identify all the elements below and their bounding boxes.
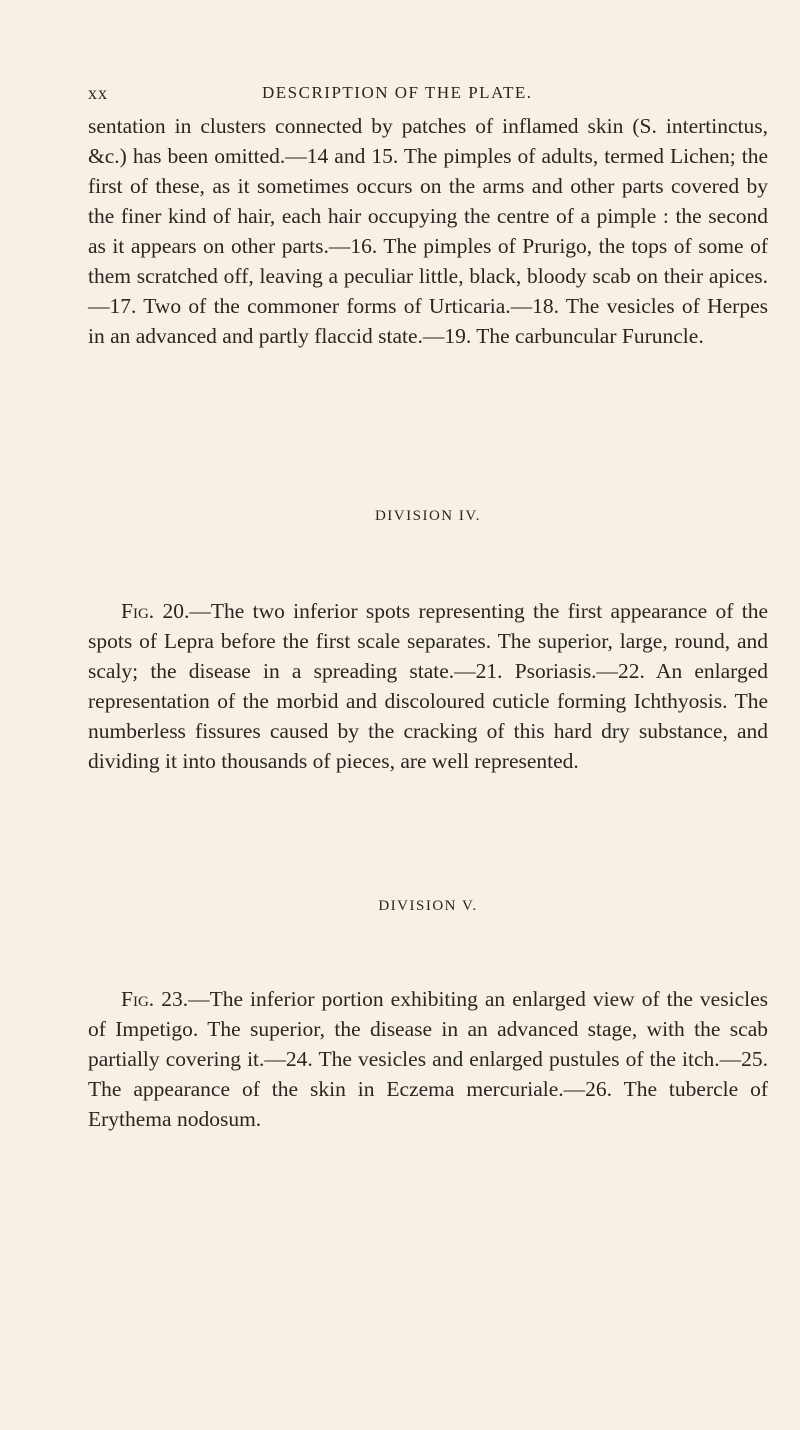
paragraph-text: 23.—The inferior portion exhibiting an enlarged view of the vesicles of Impetigo. The superior, the disease in an advanced stage, with the scab partially covering it.—24. The vesicles and enlarged pustules of the itch.—25. The appearance of the skin in Eczema mercuriale.—26. The tubercle of Erythema nodosum. xyxy=(88,987,768,1131)
paragraph-text: 20.—The two inferior spots representing the first appearance of the spots of Lepra before the first scale separates. The superior, large, round, and scaly; the disease in a spreading state.—21. Psoriasis.—22. An enlarged representation of the morbid and discoloured cuticle forming Ichthyosis. The numberless fissures caused by the cracking of this hard dry substance, and dividing it into thousands of pieces, are well represented. xyxy=(88,599,768,773)
running-title: DESCRIPTION OF THE PLATE. xyxy=(262,83,533,102)
continued-paragraph xyxy=(88,111,768,351)
paragraph-text: sentation in clusters connected by patches of inflamed skin (S. intertinctus, &c.) has been omitted.—14 and 15. The pimples of adults, termed Lichen; the first of these, as it sometimes occurs on the arms and other parts covered by the finer kind of hair, each hair occupying the centre of a pimple : the second as it appears on other parts.—16. The pimples of Prurigo, the tops of some of them scratched off, leaving a peculiar little, black, bloody scab on their apices.—17. Two of the commoner forms of Urticaria.—18. The vesicles of Herpes in an advanced and partly flaccid state.—19. The carbuncular Furuncle. xyxy=(88,114,768,348)
division-heading-v: DIVISION V. xyxy=(378,898,478,914)
division-v-paragraph xyxy=(88,984,768,1134)
division-heading-iv: DIVISION IV. xyxy=(374,508,482,524)
fig-label: Fig. xyxy=(121,987,155,1011)
division-iv-paragraph xyxy=(88,596,768,776)
paragraph xyxy=(88,984,768,1134)
paragraph xyxy=(88,596,768,776)
page-number: xx xyxy=(88,83,108,103)
running-head xyxy=(88,83,768,107)
fig-label: Fig. xyxy=(121,599,155,623)
